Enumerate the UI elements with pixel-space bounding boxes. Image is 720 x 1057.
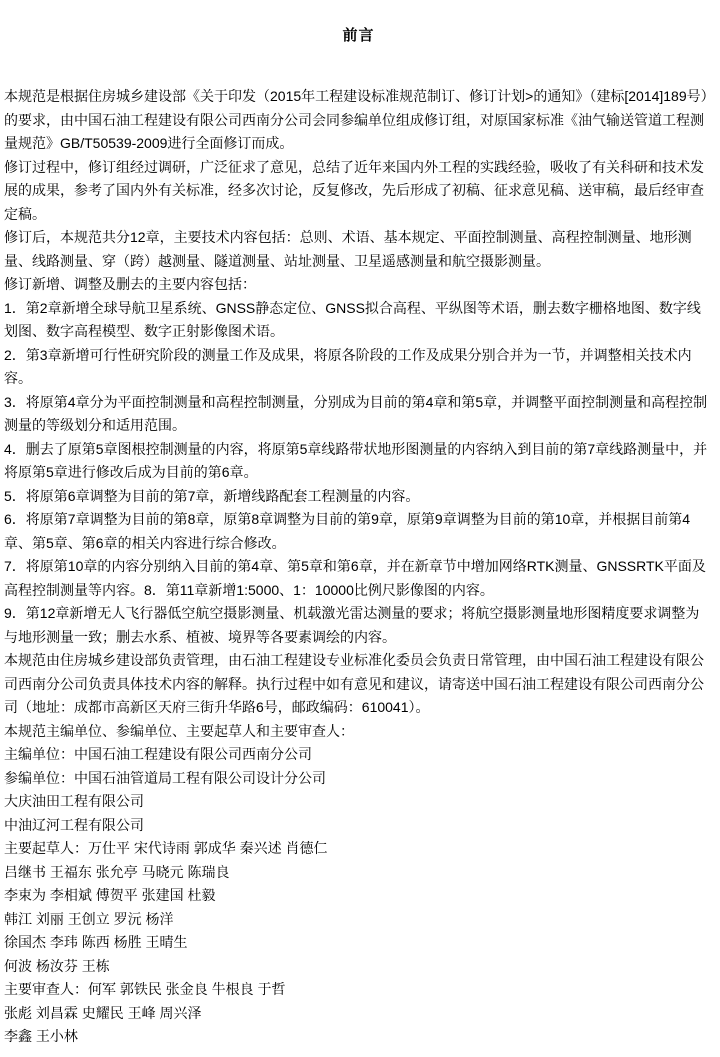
paragraph: 修订过程中，修订组经过调研，广泛征求了意见，总结了近年来国内外工程的实践经验，吸收了有关科研和技术发展的成果，参考了国内外有关标准，经多次讨论，反复修改，先后形成了初稿、征求意见稿、送审稿，最后经审查定稿。 [4,158,704,222]
paragraph: 韩江 刘丽 王创立 罗沅 杨洋 [4,910,174,927]
paragraph: 9．第12章新增无人飞行器低空航空摄影测量、机载激光雷达测量的要求；将航空摄影测量地形图精度要求调整为与地形测量一致；删去水系、植被、境界等各要素调绘的内容。 [4,605,700,645]
paragraph: 李束为 李相斌 傅贺平 张建国 杜毅 [4,887,216,903]
paragraph: 参编单位：中国石油管道局工程有限公司设计分公司 [4,769,326,786]
paragraph: 7．将原第10章的内容分别纳入目前的第4章、第5章和第6章，并在新章节中增加网络RTK测量、GNSSRTK平面及高程控制测量等内容。8．第11章新增1:5000、1：10000比例尺影像图的内容。 [4,558,706,598]
paragraph: 1．第2章新增全球导航卫星系统、GNSS静态定位、GNSS拟合高程、平纵图等术语，删去数字栅格地图、数字线划图、数字高程模型、数字正射影像图术语。 [4,299,701,339]
paragraph: 4．删去了原第5章图根控制测量的内容，将原第5章线路带状地形图测量的内容纳入到目前的第7章线路测量中，并将原第5章进行修改后成为目前的第6章。 [4,440,708,480]
paragraph: 5．将原第6章调整为目前的第7章，新增线路配套工程测量的内容。 [4,487,420,504]
paragraph: 中油辽河工程有限公司 [4,816,144,833]
paragraph: 吕继书 王福东 张允亭 马晓元 陈瑞良 [4,863,230,880]
paragraph: 李鑫 王小林 [4,1028,78,1044]
paragraph: 主要起草人：万仕平 宋代诗雨 郭成华 秦兴述 肖德仁 [4,840,328,856]
paragraph: 本规范由住房城乡建设部负责管理，由石油工程建设专业标准化委员会负责日常管理，由中国石油工程建设有限公司西南分公司负责具体技术内容的解释。执行过程中如有意见和建议，请寄送中国石油工程建设有限公司西南分公司（地址：成都市高新区天府三街升华路6号，邮政编码：610041）。 [4,652,704,715]
paragraph: 修订后，本规范共分12章，主要技术内容包括：总则、术语、基本规定、平面控制测量、高程控制测量、地形测量、线路测量、穿（跨）越测量、隧道测量、站址测量、卫星遥感测量和航空摄影测量。 [4,229,692,269]
page-title: 前言 [342,27,375,44]
paragraph: 6．将原第7章调整为目前的第8章，原第8章调整为目前的第9章，原第9章调整为目前的第10章，并根据目前第4章、第5章、第6章的相关内容进行综合修改。 [4,511,691,551]
paragraph: 2．第3章新增可行性研究阶段的测量工作及成果，将原各阶段的工作及成果分别合并为一节，并调整相关技术内容。 [4,346,692,386]
paragraph: 何波 杨汝芬 王栋 [4,957,110,974]
paragraph: 3．将原第4章分为平面控制测量和高程控制测量，分别成为目前的第4章和第5章，并调整平面控制测量和高程控制测量的等级划分和适用范围。 [4,393,708,433]
paragraph: 主要审查人：何军 郭铁民 张金良 牛根良 于哲 [4,981,286,997]
paragraph: 修订新增、调整及删去的主要内容包括： [4,276,256,292]
paragraph: 主编单位：中国石油工程建设有限公司西南分公司 [4,746,312,762]
paragraph: 大庆油田工程有限公司 [4,793,144,809]
paragraph: 徐国杰 李玮 陈西 杨胜 王晴生 [4,934,188,950]
paragraph: 本规范主编单位、参编单位、主要起草人和主要审查人： [4,722,354,739]
paragraph: 本规范是根据住房城乡建设部《关于印发（2015年工程建设标准规范制订、修订计划>的通知》（建标[2014]189号）的要求，由中国石油工程建设有限公司西南分公司会同参编单位组成修订组，对原国家标准《油气输送管道工程测量规范》GB/T50539-2009进行全面修订而成。 [4,88,708,151]
document-body [4,85,713,1049]
paragraph: 张彪 刘昌霖 史耀民 王峰 周兴泽 [4,1004,202,1021]
